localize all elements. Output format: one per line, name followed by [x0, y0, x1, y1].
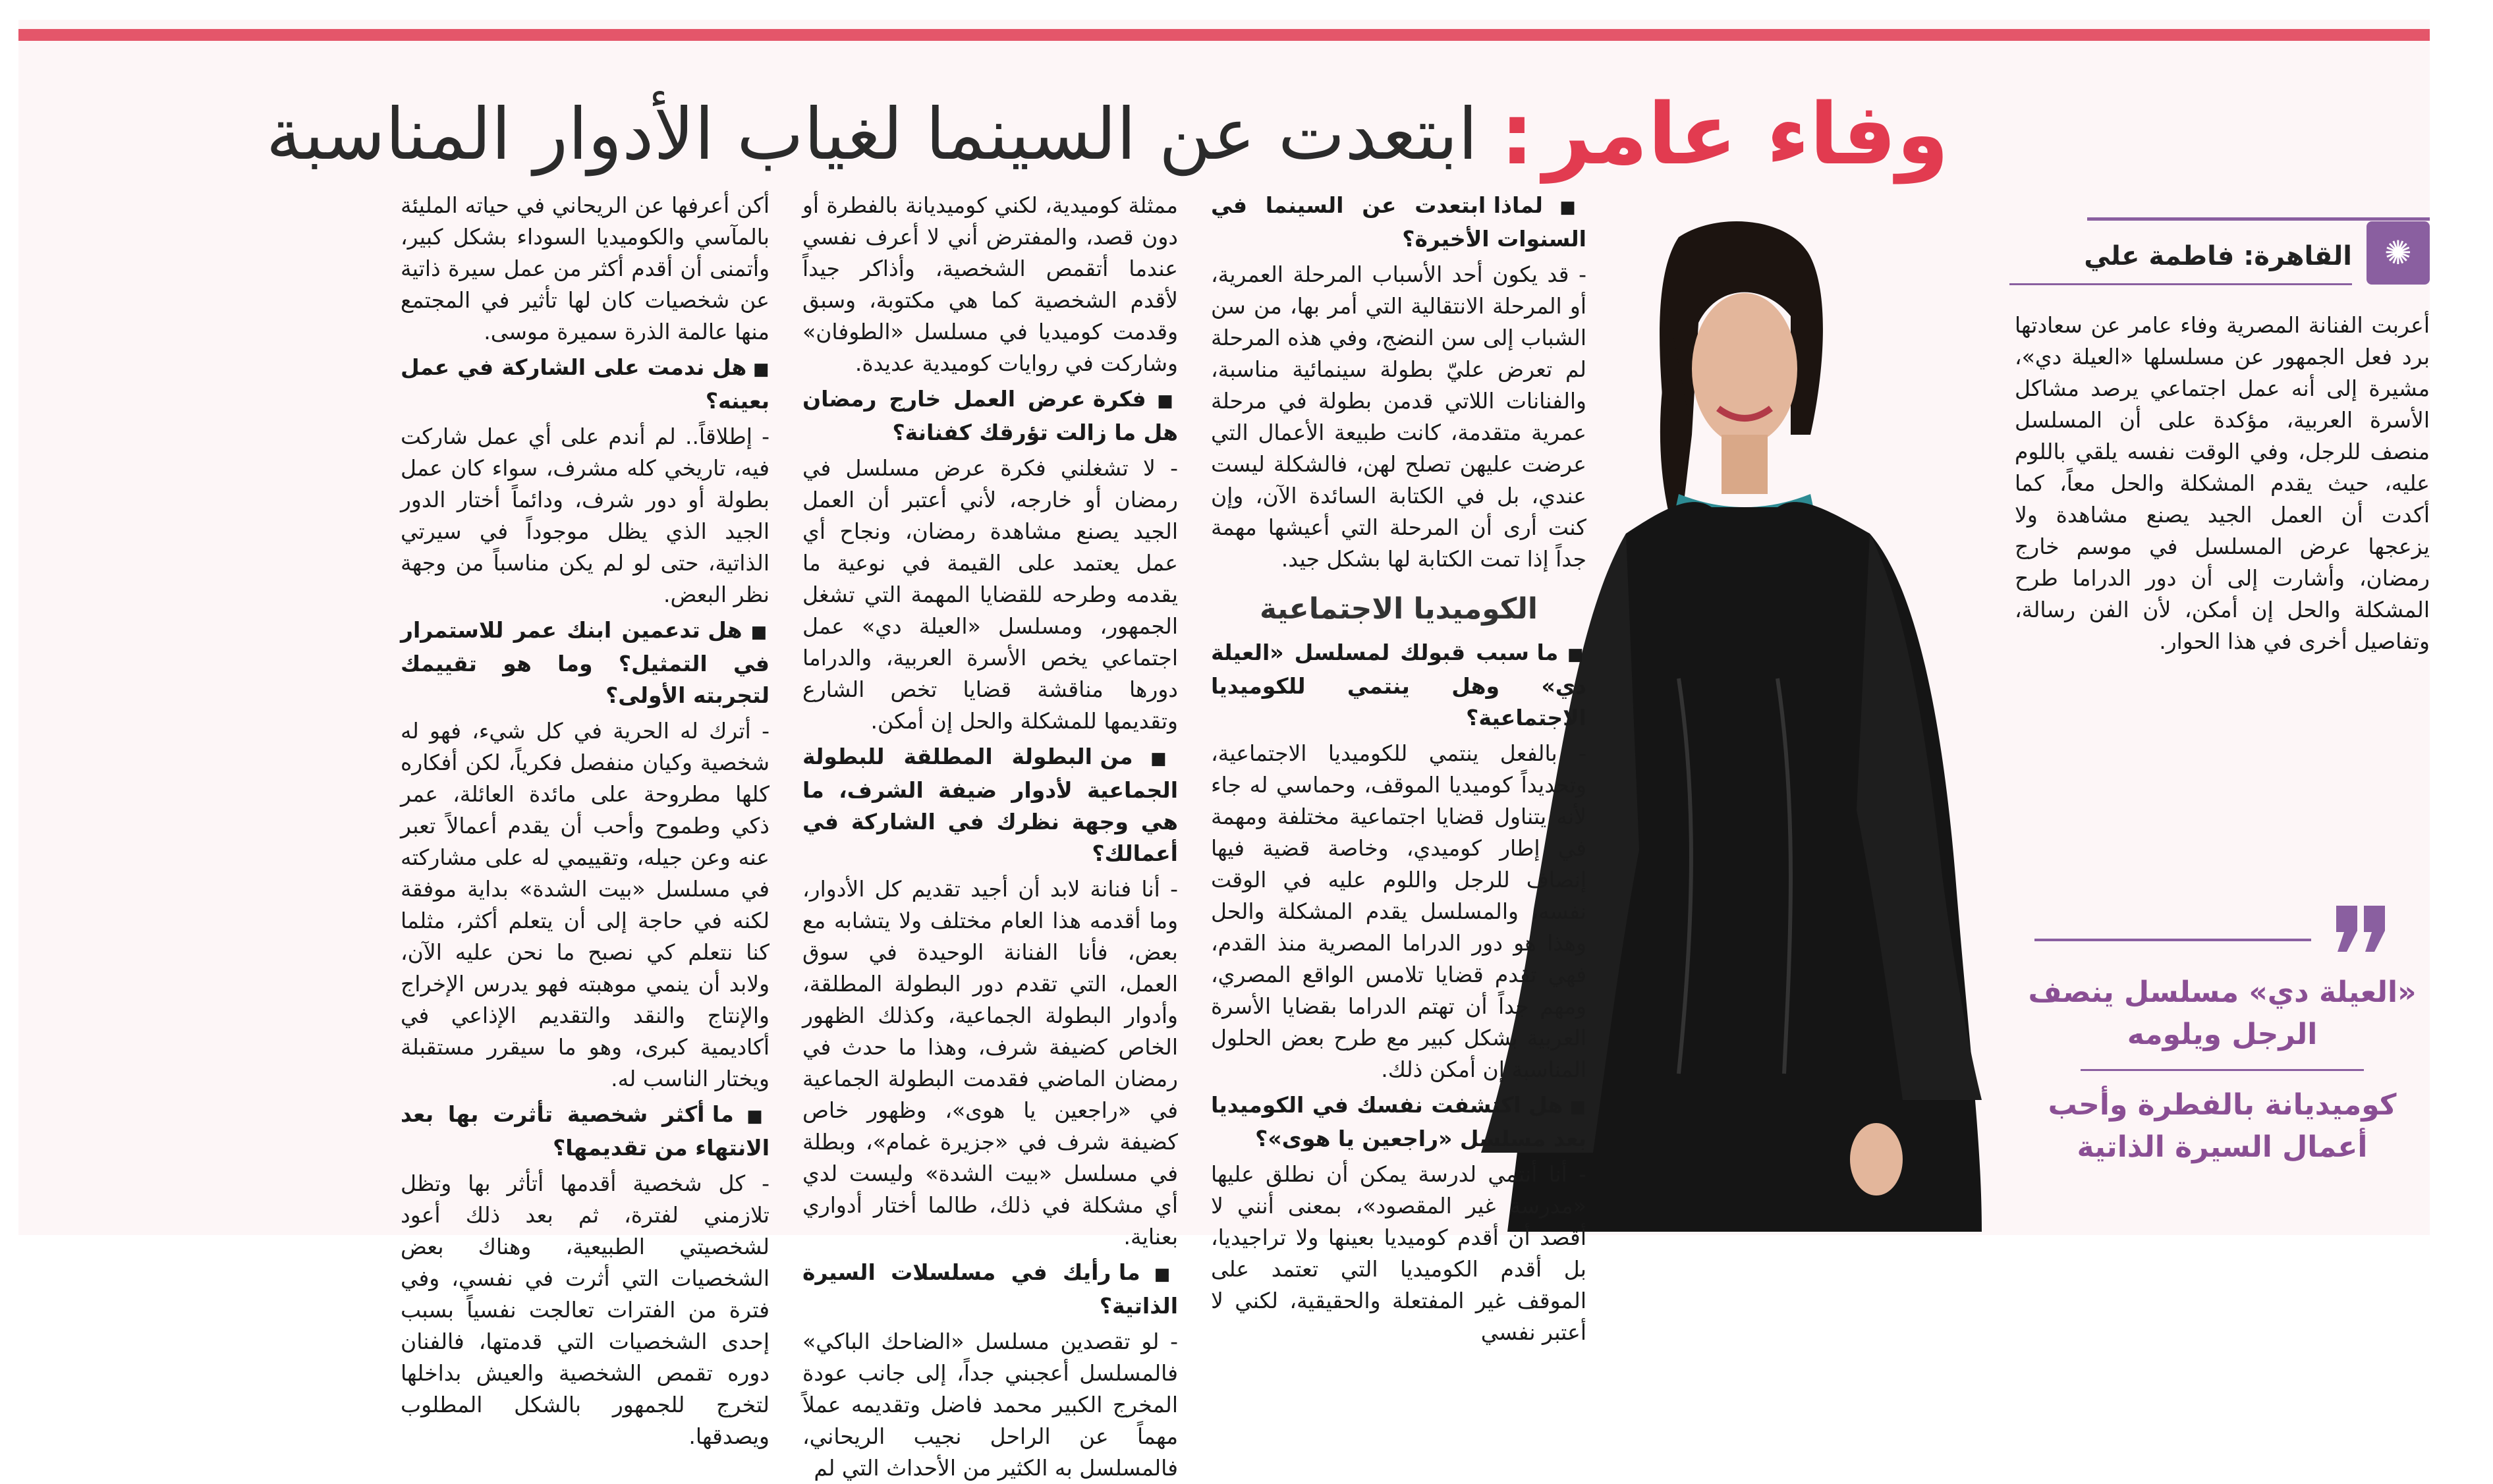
pull-quote-divider: [2081, 1069, 2364, 1071]
interview-question: ■ فكرة عرض العمل خارج رمضان هل ما زالت تؤرقك كفنانة؟: [802, 383, 1178, 449]
headline-title: ابتعدت عن السينما لغياب الأدوار المناسبة: [266, 94, 1478, 176]
byline: [2015, 217, 2430, 296]
interview-answer: - إطلاقاً.. لم أندم على أي عمل شاركت فيه، تاريخي كله مشرف، سواء كان عمل بطولة أو دور شرف، ودائماً أختار الدور الجيد الذي يظل موجوداً في سيرتي الذاتية، حتى لو لم يكن مناسباً من وجهة نظر البعض.: [401, 424, 770, 607]
interview-answer: ممثلة كوميدية، لكني كوميديانة بالفطرة أو دون قصد، والمفترض أني لا أعرف نفسي عندما أتقمص الشخصية، وأذاكر جيداً لأقدم الشخصية كما هي مكتوبة، وسبق وقدمت كوميديا في مسلسل «الطوفان» وشاركت في روايات كوميدية عديدة.: [802, 192, 1178, 376]
interview-question: ■ ما أكثر شخصية تأثرت بها بعد الانتهاء من تقديمها؟: [401, 1099, 770, 1164]
quote-mark-icon: [2331, 906, 2390, 952]
quote-rule: [2034, 939, 2311, 941]
interview-question: ■ ما رأيك في مسلسلات السيرة الذاتية؟: [802, 1257, 1178, 1322]
pull-quote-line-1: «العيلة دي» مسلسل ينصف الرجل ويلومه: [2028, 976, 2417, 1051]
interview-answer: - قد يكون أحد الأسباب المرحلة العمرية، أو المرحلة الانتقالية التي أمر بها، من سن الشباب إلى سن النضج، وفي هذه المرحلة لم تعرض عليّ بطولة سينمائية مناسبة، والفنانات اللاتي قدمن بطولة في مرحلة عمرية متقدمة، كانت طبيعة الأعمال التي عرضت عليهن تصلح لهن، فالشكلة ليست عندي، بل في الكتابة السائدة الآن، وإن كنت أرى أن المرحلة التي أعيشها مهمة جداً إذا تمت الكتابة لها بشكل جيد.: [1211, 261, 1586, 572]
interview-answer: أكن أعرفها عن الريحاني في حياته المليئة بالمآسي والكوميديا السوداء بشكل كبير، وأتمنى أن أقدم أكثر من عمل سيرة ذاتية عن شخصيات كان لها تأثير في المجتمع منها عالمة الذرة سميرة موسى.: [401, 192, 770, 344]
section-subheading: الكوميديا الاجتماعية: [1260, 592, 1538, 626]
byline-bottom-rule: [2009, 283, 2352, 285]
interview-answer: - لا تشغلني فكرة عرض مسلسل في رمضان أو خارجه، لأني أعتبر أن العمل الجيد يصنع مشاهدة رمضان، ونجاح أي عمل يعتمد على القيمة في نوعية ما يقدمه وطرحه للقضايا المهمة التي تشغل الجمهور، ومسلسل «العيلة دي» عمل اجتماعي يخص الأسرة العربية، والدراما دورها مناقشة قضايا تخص الشارع وتقديمها للمشكلة والحل إن أمكن.: [802, 455, 1178, 734]
headline-colon: :: [1500, 86, 1534, 184]
interview-answer: - كل شخصية أقدمها أتأثر بها وتظل تلازمني لفترة، ثم بعد ذلك أعود لشخصيتي الطبيعية، وهناك بعض الشخصيات التي أثرت في نفسي، وفي فترة من الفترات تعالجت نفسياً بسبب إحدى الشخصيات التي قدمتها، فالفنان دوره تقمص الشخصية والعيش بداخلها لتخرج للجمهور بالشكل المطلوب ويصدقها.: [401, 1170, 770, 1449]
interview-question: ■ هل تدعمين ابنك عمر للاستمرار في التمثيل؟ وما هو تقييمك لتجربته الأولى؟: [401, 615, 770, 711]
pull-quote: [2015, 906, 2430, 1164]
interview-answer: - أترك له الحرية في كل شيء، فهو له شخصية وكيان منفصل فكرياً، لكن أفكاره كلها مطروحة على مائدة العائلة، عمر ذكي وطموح وأحب أن يقدم أعمالاً تعبر عنه وعن جيله، وتقييمي له على مشاركته في مسلسل «بيت الشدة» بداية موفقة لكنه في حاجة إلى أن يتعلم أكثر، مثلما كنا نتعلم كي نصبح ما نحن عليه الآن، ولابد أن ينمي موهبته فهو يدرس الإخراج والإنتاج والنقد والتقديم الإذاعي في أكاديمية كبرى، وهو ما سيقرر مستقبلة ويختار الناسب له.: [401, 718, 770, 1091]
interview-answer: - أنا أنتمي لدرسة يمكن أن نطلق عليها «مدرسة غير المقصود»، بمعنى أنني لا أقصد أن أقدم كوميديا بعينها ولا تراجيديا، بل أقدم الكوميديا التي تعتمد على الموقف غير المفتعلة والحقيقية، لكني لا أعتبر نفسي: [1211, 1161, 1586, 1345]
intro-paragraph: أعربت الفنانة المصرية وفاء عامر عن سعادتها برد فعل الجمهور عن مسلسلها «العيلة دي»، مشيرة إلى أنه عمل اجتماعي يرصد مشاكل الأسرة العربية، مؤكدة على أن المسلسل منصف للرجل، وفي الوقت نفسه يلقي باللوم عليه، حيث يقدم المشكلة والحل معاً، كما أكدت أن العمل الجيد يصنع مشاهدة ولا يزعجها عرض المسلسل في موسم خارج رمضان، وأشارت إلى أن دور الدراما طرح المشكلة والحل إن أمكن، لأن الفن رسالة، وتفاصيل أخرى في هذا الحوار.: [2015, 312, 2430, 654]
interview-answer: - بالفعل ينتمي للكوميديا الاجتماعية، وتحديداً كوميديا الموقف، وحماسي له جاء لأنه يتناول قضايا اجتماعية مختلفة ومهمة في إطار كوميدي، وخاصة قضية فيها إنصاف للرجل واللوم عليه في الوقت نفسه، والمسلسل يقدم المشكلة والحل وهذا هو دور الدراما المصرية منذ القدم، فهي تقدم قضايا تلامس الواقع المصري، ومهم جداً أن تهتم الدراما بقضايا الأسرة العربية بشكل كبير مع طرح بعض الحلول المناسبة إن أمكن ذلك.: [1211, 740, 1586, 1082]
interview-question: ■ لماذا ابتعدت عن السينما في السنوات الأخيرة؟: [1211, 190, 1586, 255]
article-column-right: [1211, 190, 1586, 1345]
headline: [266, 72, 1949, 198]
interview-question: ■ من البطولة المطلقة للبطولة الجماعية لأدوار ضيفة الشرف، ما هي وجهة نظرك في الشاركة في أعمالك؟: [802, 741, 1178, 869]
headline-name: وفاء عامر: [1543, 86, 1949, 184]
interview-question: ■ هل ندمت على الشاركة في عمل بعينه؟: [401, 352, 770, 417]
top-accent-bar: [18, 29, 2430, 41]
interview-question: ■ ما سبب قبولك لمسلسل «العيلة دي» وهل ينتمي للكوميديا الاجتماعية؟: [1211, 637, 1586, 734]
interview-answer: - أنا فنانة لابد أن أجيد تقديم كل الأدوار، وما أقدمه هذا العام مختلف ولا يتشابه مع بعض، فأنا الفنانة الوحيدة في سوق العمل، التي تقدم دور البطولة المطلقة، وأدوار البطولة الجماعية، وكذلك الظهور الخاص كضيفة شرف، وهذا ما حدث في رمضان الماضي فقدمت البطولة الجماعية في «راجعين يا هوى»، وظهور خاص كضيفة شرف في «جزيرة غمام»، وبطلة في مسلسل «بيت الشدة» وليست لدي أي مشكلة في ذلك، طالما أختار أدواري بعناية.: [802, 876, 1178, 1250]
byline-top-rule: [2087, 217, 2430, 221]
interview-answer: - لو تقصدين مسلسل «الضاحك الباكي» فالمسلسل أعجبني جداً، إلى جانب عودة المخرج الكبير محمد فاضل وتقديمه عملاً مهماً عن الراحل نجيب الريحاني، فالمسلسل به الكثير من الأحداث التي لم: [802, 1329, 1178, 1481]
pull-quote-line-2: كوميديانة بالفطرة وأحب أعمال السيرة الذاتية: [2048, 1088, 2397, 1164]
byline-author: القاهرة: فاطمة علي: [2084, 241, 2352, 271]
interview-question: ■ هل اكتشفت نفسك في الكوميديا بعد مسلسل «راجعين يا هوى»؟: [1211, 1089, 1586, 1155]
emblem-icon: ✺: [2367, 221, 2430, 285]
article-column-middle: [802, 190, 1178, 1481]
article-column-left: [401, 190, 770, 1449]
newspaper-page: [18, 20, 2430, 1481]
